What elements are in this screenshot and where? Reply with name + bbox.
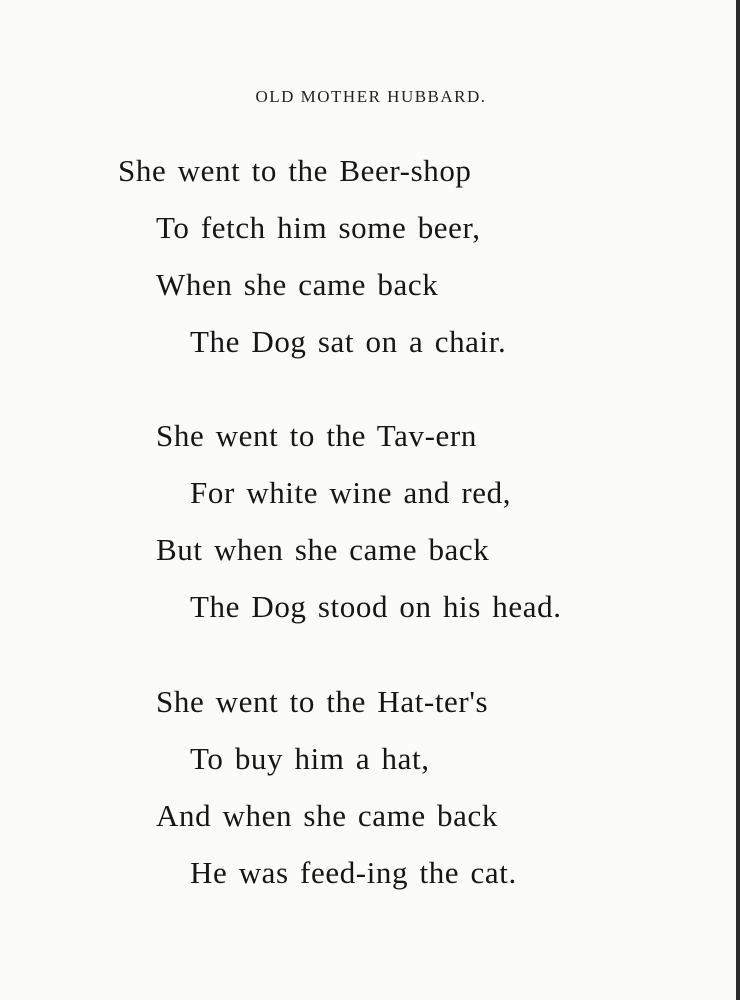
verse-line: To buy him a hat, [190,741,430,776]
verse-line: She went to the Tav-ern [156,418,477,453]
verse-line: She went to the Hat-ter's [156,684,489,719]
page-title: OLD MOTHER HUBBARD. [255,87,487,106]
verse-line: And when she came back [156,798,498,833]
verse-line: He was feed-ing the cat. [190,855,517,890]
verse-line: She went to the Beer-shop [118,153,472,188]
verse-line: To fetch him some beer, [156,210,481,245]
verse-line: When she came back [156,267,439,302]
verse-line: The Dog sat on a chair. [190,324,507,359]
verse-line: For white wine and red, [190,475,512,510]
page-edge-shadow [736,0,740,1000]
verse-line: But when she came back [156,532,490,567]
verse-line: The Dog stood on his head. [190,589,562,624]
